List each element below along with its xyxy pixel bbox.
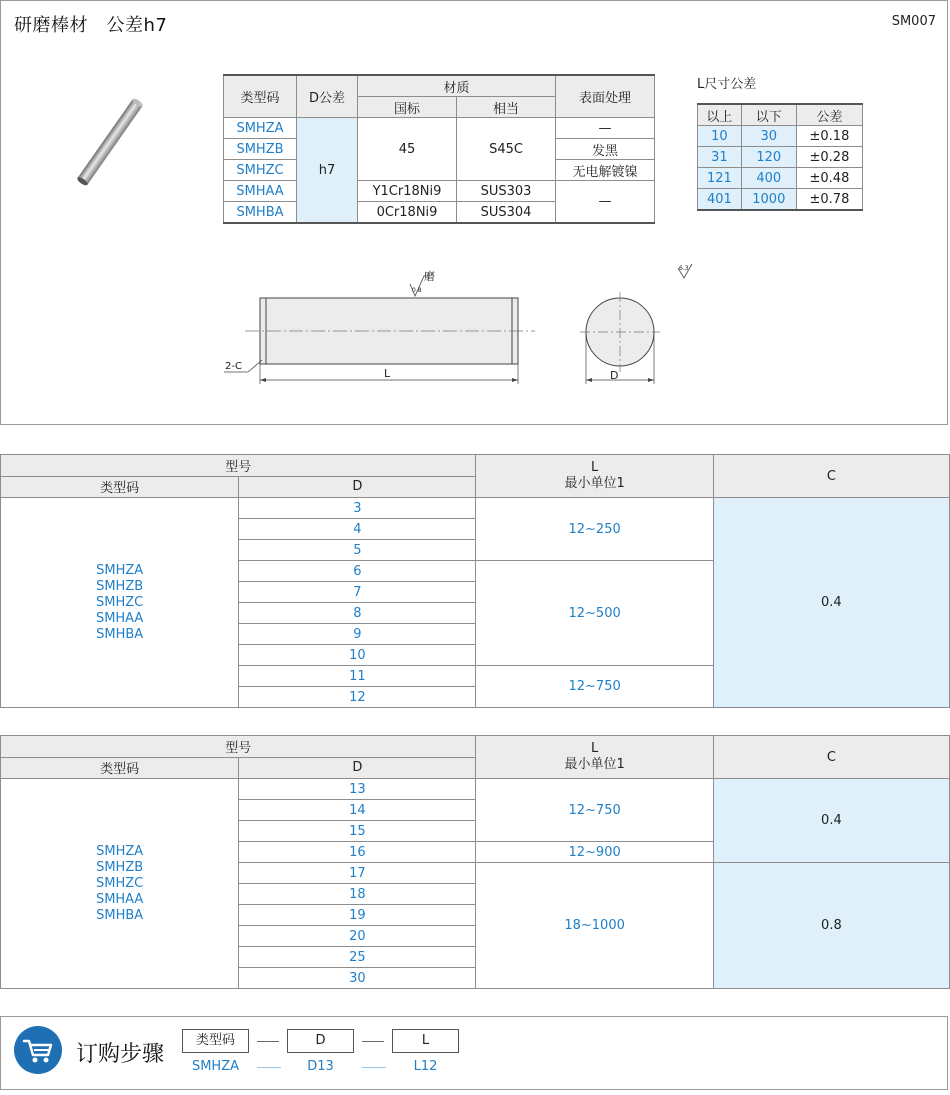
th-diameter: D xyxy=(239,476,476,498)
d-value[interactable]: 12 xyxy=(239,687,476,708)
type-code[interactable]: SMHZA xyxy=(96,843,144,859)
type-code[interactable]: SMHZC xyxy=(96,594,144,610)
tol-cell: 10 xyxy=(698,126,742,147)
d-value[interactable]: 20 xyxy=(239,926,476,947)
tolerance-title: L尺寸公差 xyxy=(697,77,757,92)
d-value[interactable]: 30 xyxy=(239,968,476,989)
th-length-unit: 最小单位1 xyxy=(564,476,625,491)
d-value[interactable]: 19 xyxy=(239,905,476,926)
type-code[interactable]: SMHAA xyxy=(95,891,144,907)
d-value[interactable]: 7 xyxy=(239,582,476,603)
spec-type[interactable]: SMHZC xyxy=(224,160,297,181)
th-diameter: D xyxy=(239,757,476,779)
th-type-code: 类型码 xyxy=(1,476,239,498)
order-example-type: SMHZA xyxy=(191,1059,240,1074)
size-table-1 xyxy=(0,454,950,708)
order-field-d[interactable]: D xyxy=(287,1029,354,1053)
th-length xyxy=(476,736,713,779)
type-code[interactable]: SMHZB xyxy=(96,578,144,594)
d-value[interactable]: 11 xyxy=(239,666,476,687)
th-standard: 国标 xyxy=(358,97,457,118)
th-d-tolerance: D公差 xyxy=(297,75,358,118)
d-value[interactable]: 3 xyxy=(239,498,476,519)
technical-drawing xyxy=(210,262,710,392)
l-range[interactable]: 12~750 xyxy=(476,779,713,842)
order-example-d: D13 xyxy=(307,1059,334,1074)
type-codes-cell xyxy=(1,779,239,989)
type-code[interactable]: SMHZB xyxy=(96,859,144,875)
th-length-label: L xyxy=(590,460,599,475)
spec-standard: Y1Cr18Ni9 xyxy=(358,181,457,202)
spec-equivalent: SUS303 xyxy=(457,181,556,202)
l-range[interactable]: 12~250 xyxy=(476,498,713,561)
grind-label: 磨 xyxy=(424,270,435,283)
order-example-dash xyxy=(362,1067,386,1068)
order-title: 订购步骤 xyxy=(76,1042,165,1067)
spec-table xyxy=(223,74,655,224)
th-length-unit: 最小单位1 xyxy=(564,757,625,772)
tol-cell: 120 xyxy=(741,147,796,168)
d-value[interactable]: 6 xyxy=(239,561,476,582)
l-range[interactable]: 12~900 xyxy=(476,842,713,863)
d-value[interactable]: 13 xyxy=(239,779,476,800)
c-value: 0.4 xyxy=(713,498,949,708)
tol-header: 以下 xyxy=(741,104,796,126)
cart-icon xyxy=(14,1026,62,1074)
length-label: L xyxy=(384,367,391,380)
tol-cell: 31 xyxy=(698,147,742,168)
type-code[interactable]: SMHAA xyxy=(95,610,144,626)
order-example-dash xyxy=(257,1067,281,1068)
spec-standard: 0Cr18Ni9 xyxy=(358,202,457,224)
spec-type[interactable]: SMHBA xyxy=(224,202,297,224)
spec-standard: 45 xyxy=(358,118,457,181)
th-material: 材质 xyxy=(358,75,556,97)
d-value[interactable]: 16 xyxy=(239,842,476,863)
product-code: SM007 xyxy=(891,14,936,29)
th-model: 型号 xyxy=(1,736,476,758)
tol-cell: ±0.78 xyxy=(796,189,862,211)
order-field-l[interactable]: L xyxy=(392,1029,459,1053)
spec-equivalent: S45C xyxy=(457,118,556,181)
c-value: 0.4 xyxy=(713,779,949,863)
th-model: 型号 xyxy=(1,455,476,477)
d-value[interactable]: 14 xyxy=(239,800,476,821)
d-value[interactable]: 10 xyxy=(239,645,476,666)
type-code[interactable]: SMHZC xyxy=(96,875,144,891)
spec-type[interactable]: SMHZB xyxy=(224,139,297,160)
tol-cell: 30 xyxy=(741,126,796,147)
type-code[interactable]: SMHBA xyxy=(96,907,144,923)
spec-type[interactable]: SMHZA xyxy=(224,118,297,139)
d-value[interactable]: 4 xyxy=(239,519,476,540)
tol-cell: 121 xyxy=(698,168,742,189)
spec-tolerance: h7 xyxy=(297,118,358,224)
type-code[interactable]: SMHBA xyxy=(96,626,144,642)
order-example-l: L12 xyxy=(413,1059,438,1074)
type-code[interactable]: SMHZA xyxy=(96,562,144,578)
order-field-type[interactable]: 类型码 xyxy=(182,1029,249,1053)
th-equivalent: 相当 xyxy=(457,97,556,118)
th-chamfer: C xyxy=(713,736,949,779)
tol-cell: ±0.18 xyxy=(796,126,862,147)
tol-cell: 1000 xyxy=(741,189,796,211)
rod-product-image xyxy=(60,90,160,200)
tol-header: 以上 xyxy=(698,104,742,126)
d-value[interactable]: 25 xyxy=(239,947,476,968)
roughness-small: 0.8 xyxy=(412,287,422,294)
spec-surface: — xyxy=(556,118,655,139)
tol-cell: ±0.48 xyxy=(796,168,862,189)
l-range[interactable]: 12~750 xyxy=(476,666,713,708)
spec-surface: — xyxy=(556,181,655,224)
th-length xyxy=(476,455,713,498)
page-title: 研磨棒材 公差h7 xyxy=(14,15,168,36)
d-value[interactable]: 15 xyxy=(239,821,476,842)
c-value: 0.8 xyxy=(713,863,949,989)
th-chamfer: C xyxy=(713,455,949,498)
th-type-code: 类型码 xyxy=(1,757,239,779)
order-dash xyxy=(362,1041,384,1042)
order-dash xyxy=(257,1041,279,1042)
spec-equivalent: SUS304 xyxy=(457,202,556,224)
th-type-code: 类型码 xyxy=(224,75,297,118)
l-range[interactable]: 18~1000 xyxy=(476,863,713,989)
roughness-general: 6.3 xyxy=(679,265,689,272)
d-value[interactable]: 17 xyxy=(239,863,476,884)
size-table-2 xyxy=(0,735,950,989)
tol-header: 公差 xyxy=(796,104,862,126)
th-surface: 表面处理 xyxy=(556,75,655,118)
diameter-label: D xyxy=(610,369,619,382)
d-value[interactable]: 5 xyxy=(239,540,476,561)
type-codes-cell xyxy=(1,498,239,708)
spec-type[interactable]: SMHAA xyxy=(224,181,297,202)
d-value[interactable]: 8 xyxy=(239,603,476,624)
tolerance-table xyxy=(697,103,863,211)
d-value[interactable]: 18 xyxy=(239,884,476,905)
chamfer-label: 2-C xyxy=(225,361,242,372)
tol-cell: ±0.28 xyxy=(796,147,862,168)
l-range[interactable]: 12~500 xyxy=(476,561,713,666)
tol-cell: 401 xyxy=(698,189,742,211)
th-length-label: L xyxy=(590,741,599,756)
tol-cell: 400 xyxy=(741,168,796,189)
spec-surface: 无电解镀镍 xyxy=(556,160,655,181)
d-value[interactable]: 9 xyxy=(239,624,476,645)
spec-surface: 发黑 xyxy=(556,139,655,160)
